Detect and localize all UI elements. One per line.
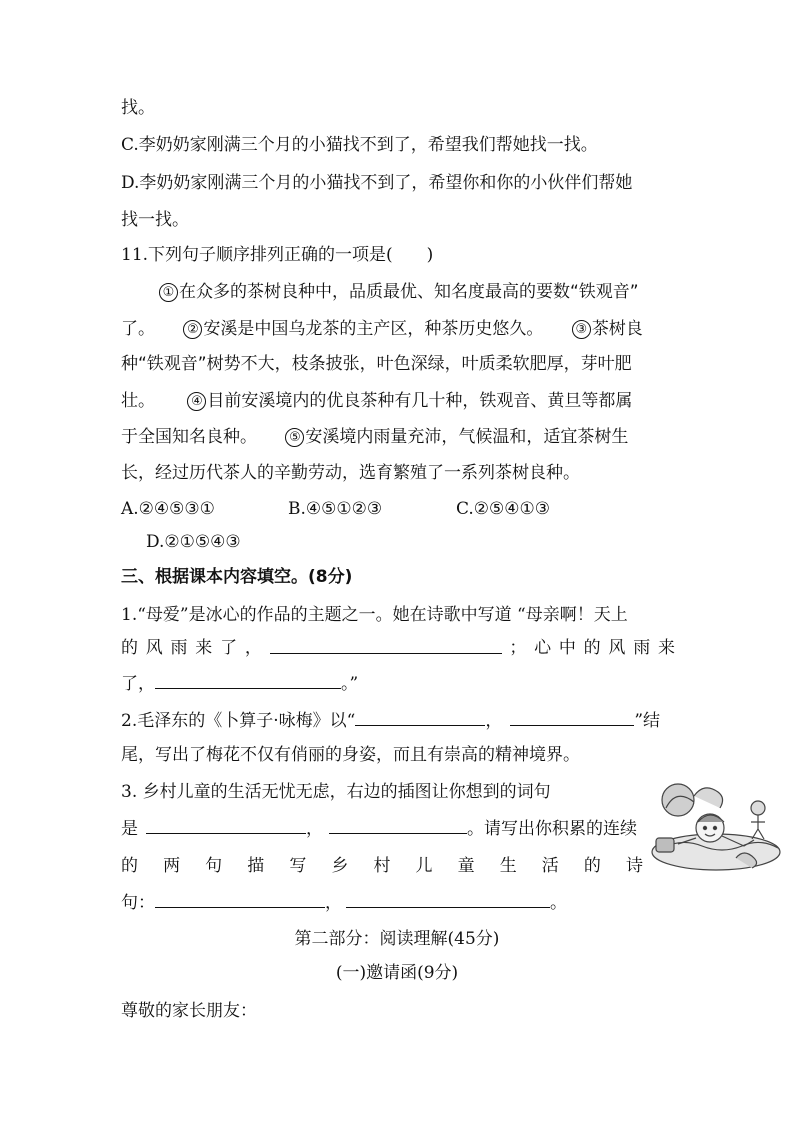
greeting: 尊敬的家长朋友： <box>121 1001 257 1021</box>
circled-number: ④ <box>187 392 206 411</box>
passage-line-3: 种“铁观音”树势不大，枝条披张，叶色深绿，叶质柔软肥厚，芽叶肥 <box>121 354 632 374</box>
fill-3-line-2: 是 ， 。请写出你积累的连续 <box>121 819 637 839</box>
fill-3-line-4: 句： ， 。 <box>121 893 567 913</box>
circled-number: ③ <box>572 320 591 339</box>
passage-line-2: 了。 ② 安溪是中国乌龙茶的主产区，种茶历史悠久。 ③ 茶树良 <box>121 319 643 339</box>
answer-blank[interactable] <box>346 891 550 908</box>
circled-number: ⑤ <box>285 428 304 447</box>
answer-blank[interactable] <box>355 709 485 726</box>
answer-blank[interactable] <box>270 637 502 654</box>
fill-2-line-2: 尾，写出了梅花不仅有俏丽的身姿，而且有崇高的精神境界。 <box>121 745 580 765</box>
fill-3-line-1: 3. 乡村儿童的生活无忧无虑，右边的插图让你想到的词句 <box>121 782 551 802</box>
option-c-text: C.李奶奶家刚满三个月的小猫找不到了，希望我们帮她找一找。 <box>121 135 598 155</box>
fill-1-line-2: 的 风 雨 来 了 ， ； 心 中 的 风 雨 来 <box>121 638 675 658</box>
circled-number: ① <box>159 283 178 302</box>
fill-1-line-1: 1.“母爱”是冰心的作品的主题之一。她在诗歌中写道 “母亲啊！天上 <box>121 605 628 625</box>
passage-line-6: 长，经过历代茶人的辛勤劳动，选育繁殖了一系列茶树良种。 <box>121 463 580 483</box>
answer-blank[interactable] <box>155 891 325 908</box>
answer-blank[interactable] <box>510 709 634 726</box>
answer-blank[interactable] <box>329 817 467 834</box>
circled-number: ② <box>183 320 202 339</box>
section-3-heading: 三、根据课本内容填空。(8分) <box>121 567 353 587</box>
option-b: B.④⑤①②③ <box>288 499 383 519</box>
option-a: A.②④⑤③① <box>121 499 215 519</box>
answer-blank[interactable] <box>155 672 341 689</box>
option-d-cont: 找一找。 <box>121 210 189 230</box>
fill-2-line-1: 2.毛泽东的《卜算子·咏梅》以“ ， ”结 <box>121 711 661 731</box>
line-zhao: 找。 <box>121 98 155 118</box>
passage-line-1: ① 在众多的茶树良种中，品质最优、知名度最高的要数“铁观音” <box>158 281 639 303</box>
fill-1-line-3: 了， 。” <box>121 674 359 694</box>
part-2-heading: 第二部分：阅读理解(45分) <box>294 929 500 949</box>
question-11: 11.下列句子顺序排列正确的一项是( ) <box>121 245 434 265</box>
children-playing-illustration <box>648 778 784 878</box>
passage-line-5: 于全国知名良种。 ⑤ 安溪境内雨量充沛，气候温和，适宜茶树生 <box>121 427 629 447</box>
option-c: C.②⑤④①③ <box>456 499 551 519</box>
passage-line-4: 壮。 ④ 目前安溪境内的优良茶种有几十种，铁观音、黄旦等都属 <box>121 391 633 411</box>
invitation-heading: (一)邀请函(9分) <box>335 963 459 983</box>
fill-3-line-3: 的 两 句 描 写 乡 村 儿 童 生 活 的 诗 <box>121 856 643 876</box>
option-d-text: D.李奶奶家刚满三个月的小猫找不到了，希望你和你的小伙伴们帮她 <box>121 173 633 193</box>
option-d: D.②①⑤④③ <box>146 532 241 552</box>
answer-blank[interactable] <box>146 817 306 834</box>
